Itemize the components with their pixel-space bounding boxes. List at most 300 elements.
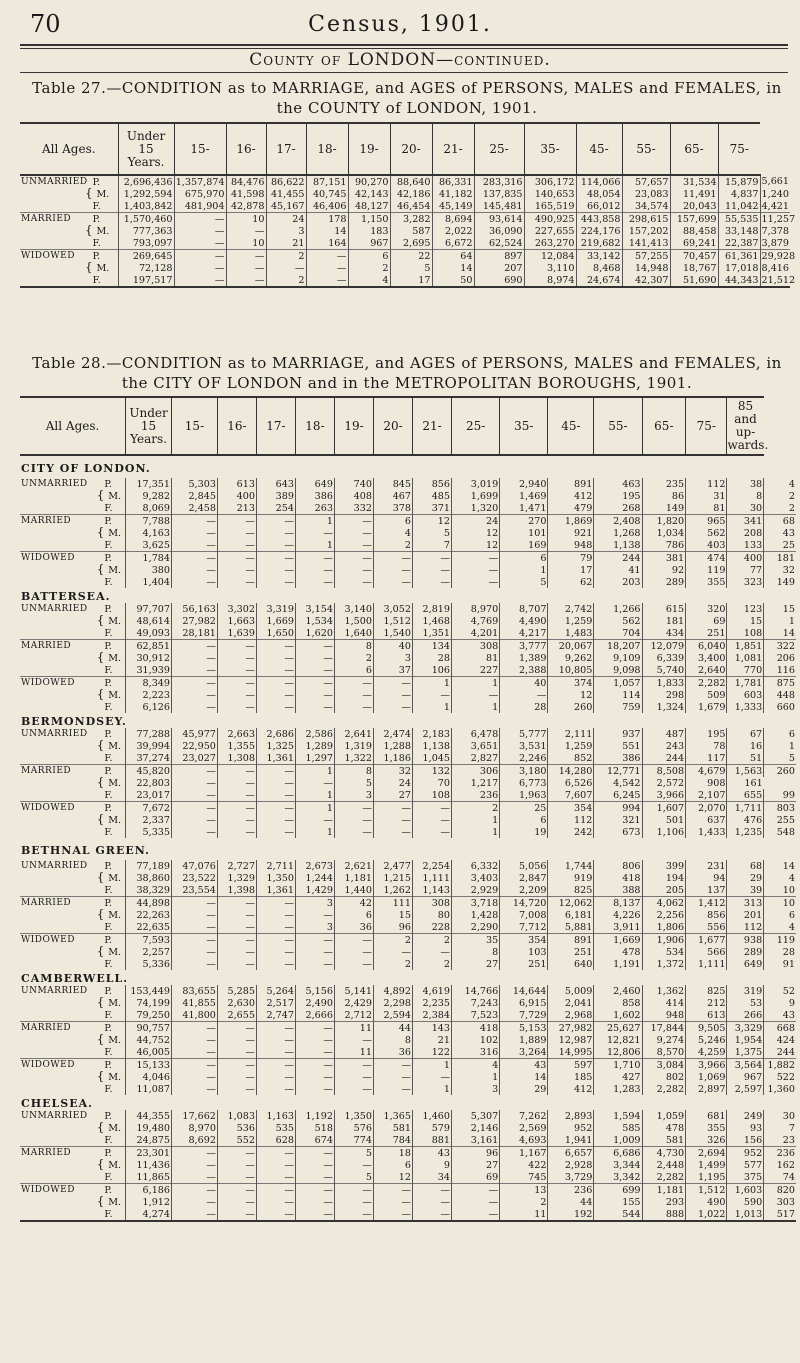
data-cell: 8,970 (452, 603, 500, 615)
sex-key: F. (104, 959, 113, 970)
data-cell: 236 (548, 1184, 594, 1197)
data-cell: 4,274 (126, 1208, 172, 1221)
data-cell: — (334, 1159, 373, 1171)
data-cell: 1 (295, 826, 334, 838)
data-cell: 3,264 (500, 1046, 548, 1059)
data-cell: — (452, 1196, 500, 1208)
data-cell: 70,457 (670, 250, 718, 263)
data-cell: — (295, 1046, 334, 1059)
data-cell: 137 (686, 884, 727, 897)
condition-label (20, 539, 96, 552)
table-row (20, 860, 796, 872)
data-cell: — (217, 789, 256, 802)
table-row (20, 802, 796, 815)
data-cell: 8 (452, 946, 500, 958)
data-cell: — (172, 552, 218, 565)
data-cell: 2,257 (126, 946, 172, 958)
data-cell: 4,730 (642, 1147, 686, 1160)
data-cell: 15 (373, 909, 412, 921)
data-cell: 123 (727, 603, 764, 615)
data-cell: 203 (594, 576, 642, 588)
data-cell: 303 (764, 1196, 796, 1208)
data-cell: 556 (686, 921, 727, 934)
data-cell: — (217, 897, 256, 910)
data-cell: 2,696,436 (118, 175, 174, 188)
data-cell: 44,355 (126, 1110, 172, 1122)
table-row (20, 1059, 796, 1072)
table-row (20, 909, 796, 921)
data-cell: — (226, 262, 266, 274)
data-cell: 467 (373, 490, 412, 502)
data-cell: 552 (217, 1134, 256, 1147)
header-cell: 18- (295, 397, 334, 455)
data-cell: 341 (727, 515, 764, 528)
data-cell: 1,215 (373, 872, 412, 884)
data-cell: 9,262 (548, 652, 594, 664)
data-cell: 1,259 (548, 740, 594, 752)
data-cell: 994 (594, 802, 642, 815)
data-cell: 5,153 (500, 1022, 548, 1035)
data-cell: 24 (452, 515, 500, 528)
data-cell: — (174, 274, 226, 287)
data-cell: — (334, 946, 373, 958)
data-cell: 1,186 (373, 752, 412, 765)
sex-key: P. (104, 1111, 112, 1122)
data-cell: 14 (500, 1071, 548, 1083)
data-cell: 8 (727, 490, 764, 502)
data-cell: 2 (266, 274, 306, 287)
data-cell: — (172, 1196, 218, 1208)
data-cell: 38,860 (126, 872, 172, 884)
condition-label (20, 1134, 96, 1147)
data-cell: — (256, 897, 295, 910)
data-cell: 2,928 (548, 1159, 594, 1171)
data-cell: 1,607 (642, 802, 686, 815)
data-cell: 5,303 (172, 478, 218, 490)
data-cell: 34,574 (622, 200, 670, 213)
data-cell: 6,040 (686, 640, 727, 653)
data-cell: 562 (686, 527, 727, 539)
data-cell: 9,109 (594, 652, 642, 664)
data-cell: — (295, 701, 334, 713)
data-cell: 1 (452, 1071, 500, 1083)
data-cell: 10 (226, 213, 266, 226)
data-cell: 1,319 (334, 740, 373, 752)
data-cell: — (217, 765, 256, 778)
data-cell: 5,246 (686, 1034, 727, 1046)
sex-key: F. (104, 827, 113, 838)
data-cell: 2,712 (334, 1009, 373, 1022)
header-cell: Under 15 Years. (126, 397, 172, 455)
data-cell: 3,110 (524, 262, 576, 274)
data-cell: — (295, 814, 334, 826)
data-cell: 1,283 (594, 1083, 642, 1095)
data-cell: 2,290 (452, 921, 500, 934)
data-cell: 48,127 (348, 200, 390, 213)
data-cell: 21 (266, 237, 306, 250)
table-row (20, 188, 790, 200)
data-cell: 1 (295, 539, 334, 552)
sex-key: P. (96, 1147, 126, 1160)
sex-key: F. (104, 1084, 113, 1095)
data-cell: 195 (594, 490, 642, 502)
data-cell: 1,806 (642, 921, 686, 934)
data-cell: 17,662 (172, 1110, 218, 1122)
data-cell: — (217, 1208, 256, 1221)
table-row (20, 728, 796, 740)
data-cell: 96 (373, 921, 412, 934)
data-cell: 194 (642, 872, 686, 884)
data-cell: 51,690 (670, 274, 718, 287)
data-cell: 78 (686, 740, 727, 752)
data-cell: — (217, 664, 256, 677)
data-cell: 112 (686, 478, 727, 490)
data-cell: 2,022 (432, 225, 474, 237)
data-cell: 42,878 (226, 200, 266, 213)
data-cell: 6 (348, 250, 390, 263)
data-cell: 418 (452, 1022, 500, 1035)
data-cell: 308 (413, 897, 452, 910)
data-cell: — (256, 576, 295, 588)
data-cell: 2,641 (334, 728, 373, 740)
data-cell: — (217, 677, 256, 690)
data-cell: — (172, 1147, 218, 1160)
data-cell: 1,069 (686, 1071, 727, 1083)
data-cell: 3,651 (452, 740, 500, 752)
data-cell: 183 (348, 225, 390, 237)
data-cell: 323 (727, 576, 764, 588)
condition-label (20, 502, 96, 515)
data-cell: 44,343 (718, 274, 760, 287)
data-cell: 2,572 (642, 777, 686, 789)
data-cell: — (306, 274, 348, 287)
data-cell: — (295, 958, 334, 970)
table-row (20, 1122, 796, 1134)
data-cell: 674 (295, 1134, 334, 1147)
data-cell: 24,674 (576, 274, 622, 287)
data-cell: 1,820 (642, 515, 686, 528)
condition-label: MARRIED (20, 897, 96, 910)
data-cell: 332 (334, 502, 373, 515)
data-cell: 1,389 (500, 652, 548, 664)
data-cell: — (256, 826, 295, 838)
table-row (20, 213, 790, 226)
data-cell: — (217, 1046, 256, 1059)
data-cell: 2,968 (548, 1009, 594, 1022)
data-cell: 3,319 (256, 603, 295, 615)
data-cell: 7,243 (452, 997, 500, 1009)
data-cell: 1,045 (413, 752, 452, 765)
table-row (20, 262, 790, 274)
data-cell: — (334, 1071, 373, 1083)
page-header (0, 6, 800, 36)
data-cell: 1,235 (727, 826, 764, 838)
data-cell: 1,355 (217, 740, 256, 752)
data-cell: 2,711 (256, 860, 295, 872)
data-cell: 37,274 (126, 752, 172, 765)
data-cell: — (256, 515, 295, 528)
data-cell: 11,865 (126, 1171, 172, 1184)
data-cell: 1,365 (373, 1110, 412, 1122)
data-cell: 207 (474, 262, 524, 274)
data-cell: — (295, 777, 334, 789)
data-cell: 1,669 (256, 615, 295, 627)
data-cell: 374 (548, 677, 594, 690)
data-cell: 615 (642, 603, 686, 615)
data-cell: — (295, 640, 334, 653)
data-cell: — (373, 1083, 412, 1095)
data-cell: — (373, 826, 412, 838)
data-cell: 8 (334, 765, 373, 778)
data-cell: — (306, 262, 348, 274)
data-cell: 1,308 (217, 752, 256, 765)
condition-label (20, 909, 96, 921)
data-cell: 298,615 (622, 213, 670, 226)
data-cell: 1,320 (452, 502, 500, 515)
data-cell: 2,337 (126, 814, 172, 826)
data-cell: 3,180 (500, 765, 548, 778)
data-cell: 132 (413, 765, 452, 778)
data-cell: 44,752 (126, 1034, 172, 1046)
data-cell: 12 (452, 527, 500, 539)
data-cell: — (174, 225, 226, 237)
data-cell: 3,400 (686, 652, 727, 664)
data-cell: 1,297 (295, 752, 334, 765)
data-cell: 21,512 (761, 274, 796, 286)
data-cell: 8,570 (642, 1046, 686, 1059)
data-cell: 8,692 (172, 1134, 218, 1147)
condition-label (20, 814, 96, 826)
table-row (20, 1022, 796, 1035)
data-cell: 12 (452, 539, 500, 552)
sex-key: { M. (96, 944, 122, 958)
data-cell: 9 (764, 997, 796, 1009)
data-cell: 371 (413, 502, 452, 515)
sex-key: F. (104, 503, 113, 514)
data-cell: 3,140 (334, 603, 373, 615)
data-cell: 2,742 (548, 603, 594, 615)
data-cell: 518 (295, 1122, 334, 1134)
data-cell: 197,517 (118, 274, 174, 287)
data-cell: 5,285 (217, 985, 256, 997)
data-cell: 2,845 (172, 490, 218, 502)
header-cell: 75- (686, 397, 727, 455)
data-cell: 2,477 (373, 860, 412, 872)
sex-key: { M. (85, 186, 110, 200)
data-cell: 4 (373, 527, 412, 539)
table-row (20, 921, 796, 934)
data-cell: 386 (594, 752, 642, 765)
data-cell: 34 (413, 1171, 452, 1184)
data-cell: 1 (295, 515, 334, 528)
data-cell: 9 (413, 1159, 452, 1171)
data-cell: 6 (500, 814, 548, 826)
data-cell: — (217, 1147, 256, 1160)
data-cell: 2,282 (686, 677, 727, 690)
data-cell: 1,217 (452, 777, 500, 789)
data-cell: 326 (686, 1134, 727, 1147)
data-cell: 4 (764, 478, 796, 490)
data-cell: 12 (548, 689, 594, 701)
data-cell: 403 (686, 539, 727, 552)
data-cell: 1,163 (256, 1110, 295, 1122)
data-cell: 64 (432, 250, 474, 263)
condition-label: MARRIED (20, 1022, 96, 1035)
data-cell: 4,163 (126, 527, 172, 539)
data-cell: 1,570,460 (118, 213, 174, 226)
data-cell: 11,436 (126, 1159, 172, 1171)
data-cell: 4,542 (594, 777, 642, 789)
data-cell: 8,137 (594, 897, 642, 910)
table-row (20, 274, 790, 287)
data-cell: 856 (686, 909, 727, 921)
header-cell: 17- (256, 397, 295, 455)
data-cell: 32 (373, 765, 412, 778)
data-cell: 952 (727, 1147, 764, 1160)
data-cell: — (295, 677, 334, 690)
data-cell: 681 (686, 1110, 727, 1122)
data-cell: — (172, 789, 218, 802)
data-cell: 19 (500, 826, 548, 838)
header-cell: 55- (622, 123, 670, 175)
data-cell: — (413, 576, 452, 588)
data-cell: — (217, 1083, 256, 1095)
data-cell: 165,519 (524, 200, 576, 213)
data-cell: 181 (764, 552, 796, 565)
data-cell: 52 (764, 985, 796, 997)
table-row (20, 250, 790, 263)
header-cell: 55- (594, 397, 642, 455)
data-cell: 7,788 (126, 515, 172, 528)
table-row (20, 752, 796, 765)
data-cell: 61,361 (718, 250, 760, 263)
data-cell: 4 (764, 921, 796, 934)
data-cell: 12 (373, 1171, 412, 1184)
data-cell: — (217, 1071, 256, 1083)
data-cell: 10,805 (548, 664, 594, 677)
data-cell: — (295, 1196, 334, 1208)
data-cell: 11 (334, 1022, 373, 1035)
data-cell: 308 (452, 640, 500, 653)
data-cell: 5,336 (126, 958, 172, 970)
condition-label: WIDOWED (20, 552, 96, 565)
data-cell: 2,256 (642, 909, 686, 921)
sex-key: F. (104, 1135, 113, 1146)
data-cell: 2,897 (686, 1083, 727, 1095)
sex-key: { M. (96, 1069, 122, 1083)
data-cell: — (217, 539, 256, 552)
data-cell: — (217, 1034, 256, 1046)
data-cell: 7,712 (500, 921, 548, 934)
data-cell: 30 (727, 502, 764, 515)
data-cell: — (172, 765, 218, 778)
data-cell: 509 (686, 689, 727, 701)
sex-key: F. (84, 274, 118, 287)
data-cell: 1,324 (642, 701, 686, 713)
header-cell: 19- (334, 397, 373, 455)
data-cell: 856 (413, 478, 452, 490)
data-cell: — (172, 1159, 218, 1171)
data-cell: 6 (334, 909, 373, 921)
data-cell: 1 (295, 765, 334, 778)
data-cell: 2,408 (594, 515, 642, 528)
data-cell: — (373, 689, 412, 701)
data-cell: 161 (727, 777, 764, 789)
data-cell: 3 (266, 225, 306, 237)
data-cell: 43 (413, 1147, 452, 1160)
data-cell: 2,111 (548, 728, 594, 740)
data-cell: 12,987 (548, 1034, 594, 1046)
condition-label (20, 1171, 96, 1184)
data-cell: 777,363 (118, 225, 174, 237)
data-cell: 5 (334, 1171, 373, 1184)
data-cell: — (295, 1022, 334, 1035)
table28-title: Table 28.—CONDITION as to MARRIAGE, and AGES of PERSONS, MALES and FEMALES, in the CITY OF LONDON and in the METROPOLITAN BOROUGHS, 1901. (32, 354, 782, 392)
data-cell: 255 (764, 814, 796, 826)
table-row (20, 603, 796, 615)
data-cell: — (452, 576, 500, 588)
data-cell: 68 (727, 860, 764, 872)
data-cell: 93 (727, 1122, 764, 1134)
table-row (20, 701, 796, 713)
data-cell: 1,138 (413, 740, 452, 752)
data-cell: 1,882 (764, 1059, 796, 1072)
data-cell: 17,844 (642, 1022, 686, 1035)
data-cell: 156 (727, 1134, 764, 1147)
data-cell: 77 (727, 564, 764, 576)
data-cell: 2,388 (500, 664, 548, 677)
data-cell: 1 (452, 701, 500, 713)
data-cell: 93,614 (474, 213, 524, 226)
data-cell: 1,059 (642, 1110, 686, 1122)
data-cell: 4,679 (686, 765, 727, 778)
data-cell: 8,468 (576, 262, 622, 274)
condition-label (20, 777, 96, 789)
data-cell: — (172, 921, 218, 934)
data-cell: 1,744 (548, 860, 594, 872)
data-cell: — (172, 1071, 218, 1083)
borough-name: CHELSEA. (21, 1097, 93, 1110)
data-cell: 1 (764, 740, 796, 752)
data-cell: 44 (373, 1022, 412, 1035)
data-cell: 22,635 (126, 921, 172, 934)
data-cell: 478 (594, 946, 642, 958)
data-cell: 418 (594, 872, 642, 884)
data-cell: 21 (413, 1034, 452, 1046)
data-cell: 14 (306, 225, 348, 237)
data-cell: 1,083 (217, 1110, 256, 1122)
data-cell: 25 (764, 539, 796, 552)
data-cell: 195 (686, 728, 727, 740)
data-cell: — (217, 1184, 256, 1197)
table-row (20, 175, 790, 188)
data-cell: 283,316 (474, 175, 524, 188)
data-cell: 7,008 (500, 909, 548, 921)
section-row (20, 713, 796, 728)
data-cell: — (295, 652, 334, 664)
data-cell: — (172, 1046, 218, 1059)
data-cell: — (334, 527, 373, 539)
table-row (20, 1071, 796, 1083)
data-cell: 108 (413, 789, 452, 802)
data-cell: 40 (500, 677, 548, 690)
data-cell: 212 (686, 997, 727, 1009)
data-cell: 759 (594, 701, 642, 713)
data-cell: 3,302 (217, 603, 256, 615)
sex-key: F. (104, 1172, 113, 1183)
data-cell: 15 (764, 603, 796, 615)
data-cell: 1,009 (594, 1134, 642, 1147)
